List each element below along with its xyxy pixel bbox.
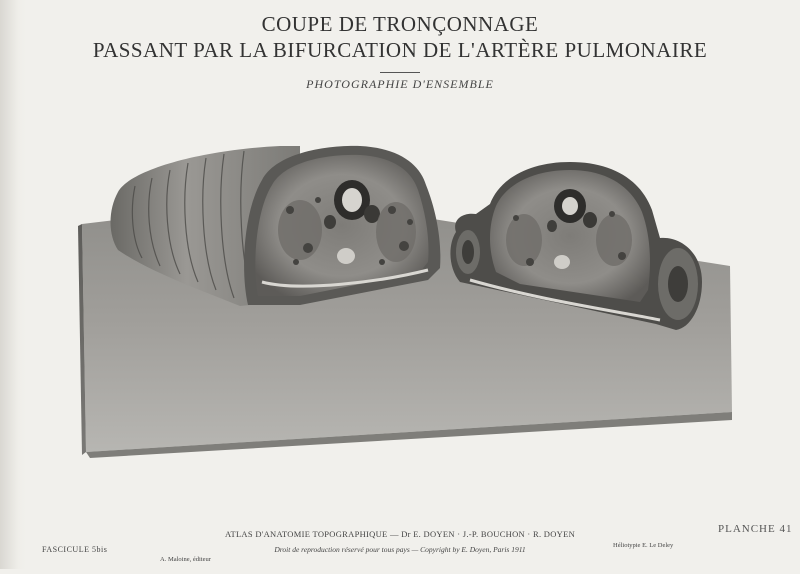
- atlas-credit: ATLAS D'ANATOMIE TOPOGRAPHIQUE — Dr E. DOYEN · J.-P. BOUCHON · R. DOYEN: [224, 529, 576, 539]
- plate-subtitle: PHOTOGRAPHIE D'ENSEMBLE: [306, 77, 494, 91]
- printer-credit: Héliotypie E. Le Deley: [613, 542, 674, 549]
- plate-title-line1: COUPE DE TRONÇONNAGE: [261, 12, 539, 36]
- plate-number: PLANCHE 41: [718, 523, 793, 535]
- plate-title-line2: PASSANT PAR LA BIFURCATION DE L'ARTÈRE PULMONAIRE: [92, 38, 708, 62]
- fascicule-label: FASCICULE 5bis: [42, 545, 108, 554]
- publisher-credit: A. Maloine, éditeur: [160, 556, 211, 563]
- copyright-notice: Droit de reproduction réservé pour tous pays — Copyright by E. Doyen, Paris 1911: [274, 545, 526, 554]
